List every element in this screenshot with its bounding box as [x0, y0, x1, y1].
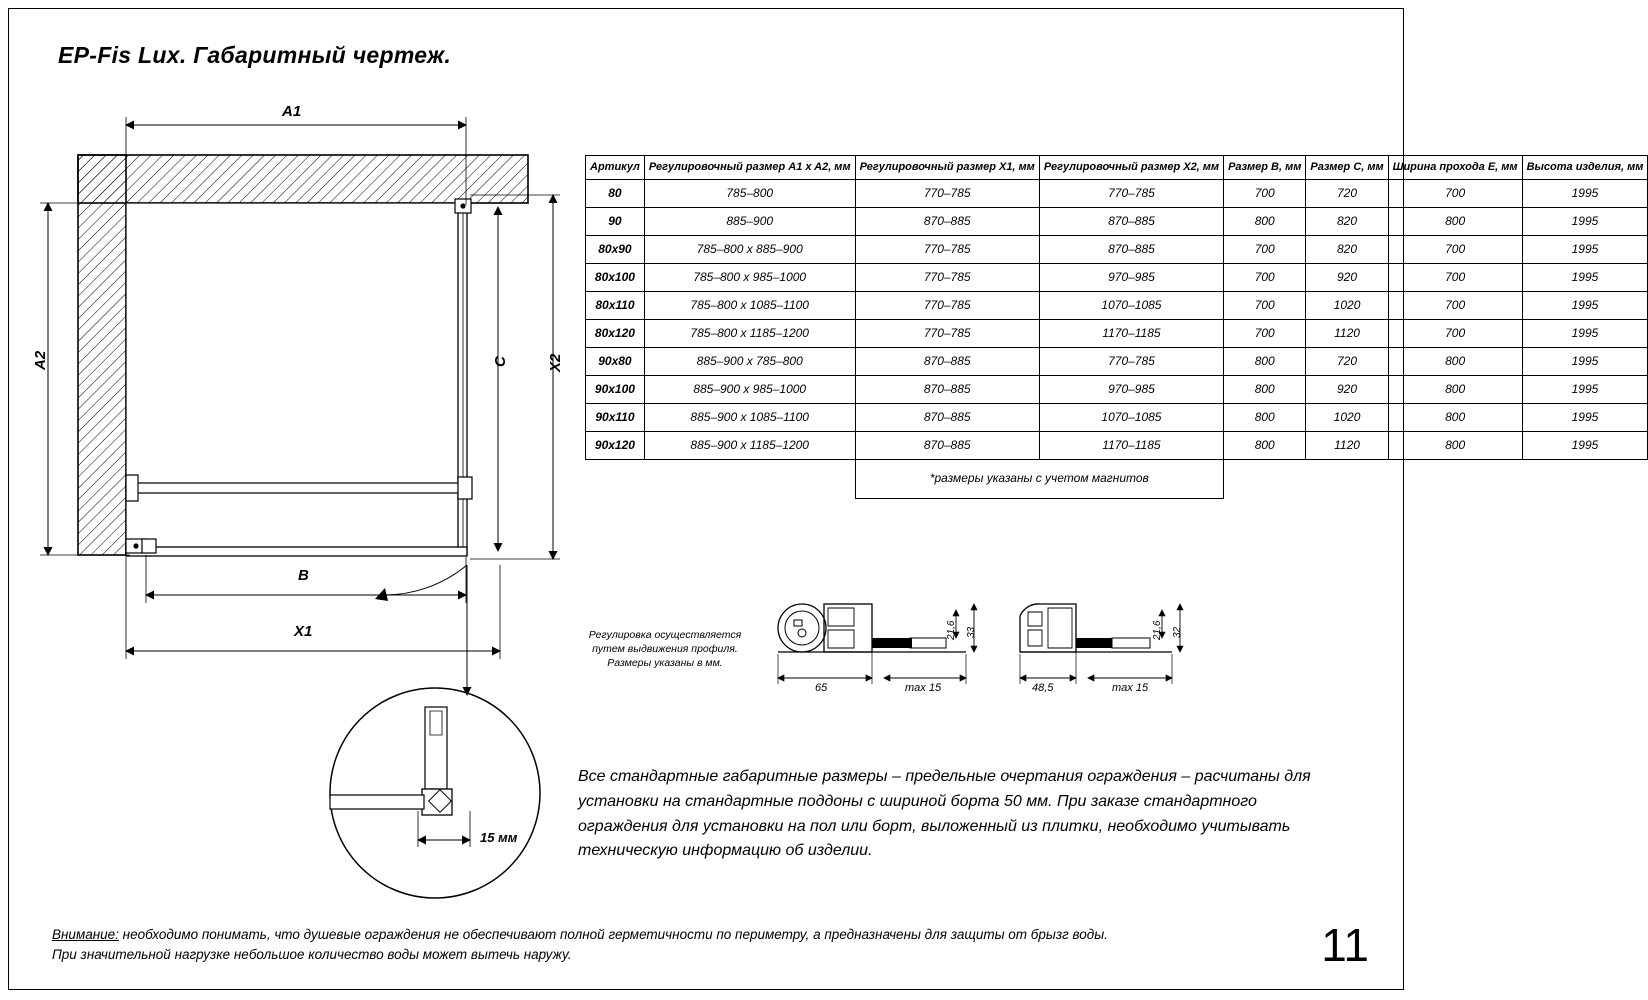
section-left-width: 65	[815, 682, 828, 694]
cell-x1: 770–785	[855, 291, 1039, 319]
standard-sizes-note: Все стандартные габаритные размеры – предельные очертания ограждения – расчитаны для установки на стандартные поддоны с шириной борта 50 мм. При заказе стандартного ограждения для установки на пол или борт, выложенный из плитки, необходимо учитывать техническую информацию об изделии.	[578, 768, 1311, 860]
specification-table	[585, 155, 1648, 499]
cell-e: 800	[1388, 431, 1522, 459]
cell-a1a2: 785–800 х 1185–1200	[644, 319, 855, 347]
cell-article: 80x90	[586, 235, 645, 263]
cell-b: 700	[1224, 263, 1306, 291]
cell-x1: 870–885	[855, 431, 1039, 459]
table-row	[586, 291, 1648, 319]
th-a1a2: Регулировочный размер A1 x A2, мм	[644, 156, 855, 180]
table-row	[586, 431, 1648, 459]
cell-x2: 770–785	[1039, 179, 1223, 207]
cell-article: 80x120	[586, 319, 645, 347]
empty-cell	[1224, 459, 1306, 498]
cell-a1a2: 785–800 х 985–1000	[644, 263, 855, 291]
cell-b: 800	[1224, 375, 1306, 403]
cell-a1a2: 885–900 х 1185–1200	[644, 431, 855, 459]
cell-x1: 770–785	[855, 263, 1039, 291]
table-row	[586, 403, 1648, 431]
cell-b: 700	[1224, 291, 1306, 319]
cell-article: 90	[586, 207, 645, 235]
section-left-inner-height: 21,6	[946, 620, 957, 640]
cell-x1: 870–885	[855, 403, 1039, 431]
th-article: Артикул	[586, 156, 645, 180]
dim-label-b: B	[298, 567, 309, 584]
empty-cell	[1522, 459, 1648, 498]
cell-x1: 770–785	[855, 319, 1039, 347]
cell-height: 1995	[1522, 207, 1648, 235]
cell-c: 920	[1306, 375, 1388, 403]
cell-b: 800	[1224, 431, 1306, 459]
cell-e: 800	[1388, 403, 1522, 431]
cell-c: 1020	[1306, 403, 1388, 431]
th-b: Размер B, мм	[1224, 156, 1306, 180]
cell-height: 1995	[1522, 263, 1648, 291]
cell-c: 920	[1306, 263, 1388, 291]
cell-x1: 870–885	[855, 207, 1039, 235]
section-left-height: 33	[966, 626, 977, 638]
cell-x1: 870–885	[855, 375, 1039, 403]
empty-cell	[644, 459, 855, 498]
section-right-width: 48,5	[1032, 682, 1054, 694]
page-title: EP-Fis Lux. Габаритный чертеж.	[58, 42, 452, 68]
cell-b: 700	[1224, 319, 1306, 347]
technical-drawing	[30, 95, 590, 925]
warning-note	[52, 925, 1112, 966]
cell-height: 1995	[1522, 291, 1648, 319]
cell-a1a2: 885–900 х 1085–1100	[644, 403, 855, 431]
empty-cell	[1306, 459, 1388, 498]
profile-cross-sections	[760, 600, 1240, 710]
table-row	[586, 207, 1648, 235]
cell-a1a2: 785–800	[644, 179, 855, 207]
cell-x2: 1170–1185	[1039, 431, 1223, 459]
cell-height: 1995	[1522, 403, 1648, 431]
dim-label-a1: A1	[282, 103, 302, 120]
th-e: Ширина прохода E, мм	[1388, 156, 1522, 180]
cell-height: 1995	[1522, 179, 1648, 207]
warning-text: необходимо понимать, что душевые ограждения не обеспечивают полной герметичности по периметру, а предназначены для защиты от брызг воды. При значительной нагрузке небольшое количество воды может вытечь наружу.	[52, 927, 1108, 963]
section-right-inner-height: 21,6	[1152, 620, 1163, 640]
cell-article: 80x110	[586, 291, 645, 319]
cell-e: 700	[1388, 319, 1522, 347]
empty-cell	[1388, 459, 1522, 498]
cell-height: 1995	[1522, 431, 1648, 459]
cell-x2: 870–885	[1039, 235, 1223, 263]
cell-article: 90x120	[586, 431, 645, 459]
cell-x2: 870–885	[1039, 207, 1223, 235]
cell-height: 1995	[1522, 375, 1648, 403]
cell-e: 700	[1388, 263, 1522, 291]
dim-label-c: C	[492, 356, 509, 367]
cell-a1a2: 885–900	[644, 207, 855, 235]
cell-x2: 1070–1085	[1039, 291, 1223, 319]
cell-c: 1120	[1306, 319, 1388, 347]
th-x1: Регулировочный размер X1, мм	[855, 156, 1039, 180]
cell-a1a2: 885–900 х 985–1000	[644, 375, 855, 403]
table-footnote: *размеры указаны с учетом магнитов	[855, 459, 1224, 498]
cell-c: 720	[1306, 179, 1388, 207]
drawing-svg	[30, 95, 590, 925]
cell-x2: 1170–1185	[1039, 319, 1223, 347]
th-c: Размер C, мм	[1306, 156, 1388, 180]
cell-c: 1120	[1306, 431, 1388, 459]
cell-c: 820	[1306, 207, 1388, 235]
table-footnote-row	[586, 459, 1648, 498]
cell-e: 700	[1388, 179, 1522, 207]
cell-x2: 970–985	[1039, 375, 1223, 403]
cell-a1a2: 885–900 х 785–800	[644, 347, 855, 375]
cell-x2: 770–785	[1039, 347, 1223, 375]
cell-article: 90x100	[586, 375, 645, 403]
sections-svg	[760, 600, 1240, 710]
section-right-height: 32	[1172, 626, 1183, 638]
cell-c: 720	[1306, 347, 1388, 375]
cell-b: 800	[1224, 403, 1306, 431]
cell-a1a2: 785–800 х 1085–1100	[644, 291, 855, 319]
th-x2: Регулировочный размер X2, мм	[1039, 156, 1223, 180]
table-row	[586, 319, 1648, 347]
dim-label-a2: A2	[32, 350, 49, 370]
cell-x2: 1070–1085	[1039, 403, 1223, 431]
table-row	[586, 347, 1648, 375]
cell-b: 800	[1224, 347, 1306, 375]
cell-x1: 870–885	[855, 347, 1039, 375]
cell-a1a2: 785–800 х 885–900	[644, 235, 855, 263]
dim-label-x1: X1	[294, 623, 313, 640]
cell-c: 820	[1306, 235, 1388, 263]
adjustment-note: Регулировка осуществляется путем выдвижения профиля. Размеры указаны в мм.	[588, 629, 742, 670]
cell-x1: 770–785	[855, 179, 1039, 207]
cell-e: 700	[1388, 235, 1522, 263]
cell-article: 80x100	[586, 263, 645, 291]
cell-b: 700	[1224, 235, 1306, 263]
cell-article: 80	[586, 179, 645, 207]
cell-e: 800	[1388, 207, 1522, 235]
cell-article: 90x80	[586, 347, 645, 375]
cell-height: 1995	[1522, 319, 1648, 347]
table-header-row	[586, 156, 1648, 180]
section-right-gap: max 15	[1112, 682, 1149, 694]
table-row	[586, 263, 1648, 291]
cell-height: 1995	[1522, 235, 1648, 263]
cell-x1: 770–785	[855, 235, 1039, 263]
empty-cell	[586, 459, 645, 498]
warning-label: Внимание:	[52, 927, 119, 942]
cell-b: 800	[1224, 207, 1306, 235]
cell-c: 1020	[1306, 291, 1388, 319]
table-row	[586, 375, 1648, 403]
cell-e: 800	[1388, 347, 1522, 375]
cell-height: 1995	[1522, 347, 1648, 375]
cell-e: 700	[1388, 291, 1522, 319]
cell-article: 90x110	[586, 403, 645, 431]
cell-e: 800	[1388, 375, 1522, 403]
table-body	[586, 179, 1648, 498]
table-row	[586, 179, 1648, 207]
th-height: Высота изделия, мм	[1522, 156, 1648, 180]
page-number: 11	[1321, 919, 1369, 971]
dim-label-x2: X2	[547, 353, 564, 372]
cell-b: 700	[1224, 179, 1306, 207]
cell-x2: 970–985	[1039, 263, 1223, 291]
table-row	[586, 235, 1648, 263]
detail-dimension-label: 15 мм	[480, 830, 518, 845]
section-left-gap: max 15	[905, 682, 942, 694]
